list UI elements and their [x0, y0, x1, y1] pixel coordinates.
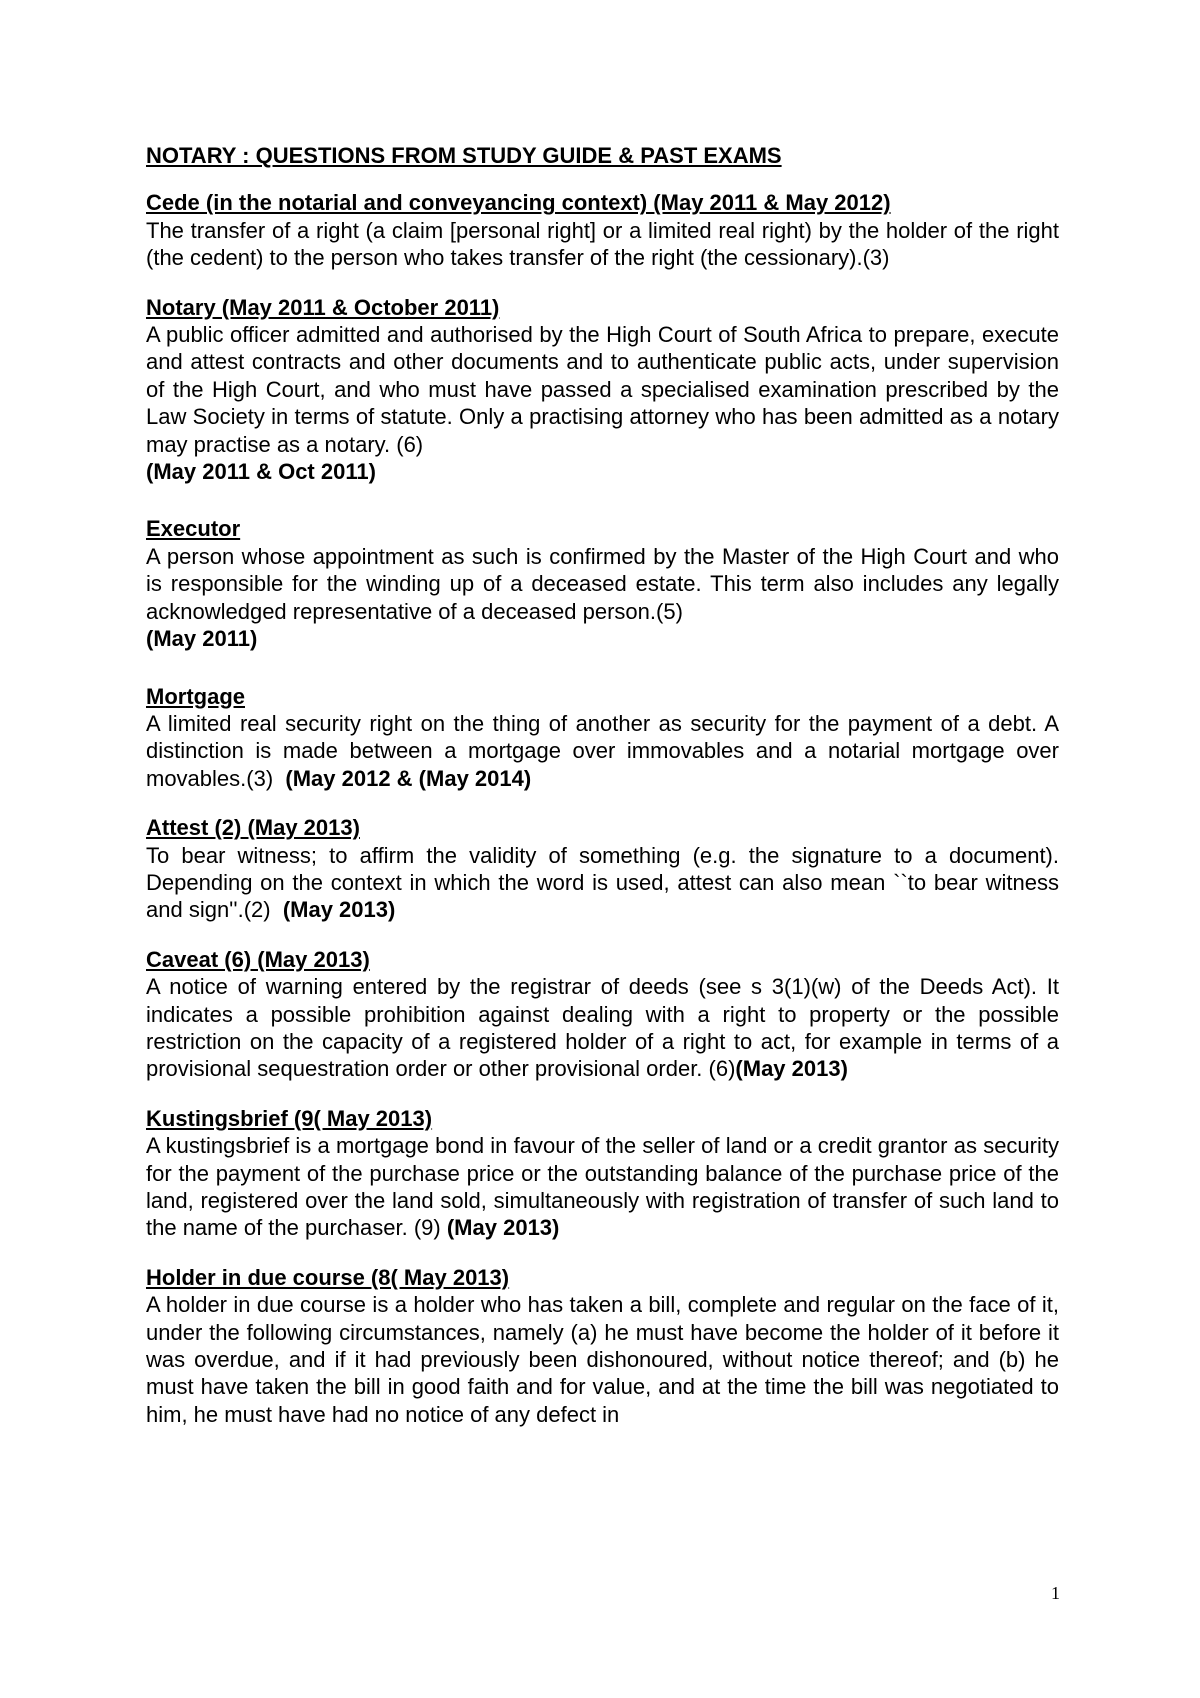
definition-text: A public officer admitted and authorised by the High Court of South Africa to prepare, execute and attest contracts and other documents and to authenticate public acts, under supervision of the High Court, and who must have passed a specialised examination prescribed by the Law Society in terms of statute. Only a practising attorney who has been admitted as a notary may practise as a notary. (6)	[146, 322, 1059, 457]
definition-text: To bear witness; to affirm the validity of something (e.g. the signature to a document). Depending on the context in which the word is used, attest can also mean ``to bear witness and sign''.(2)	[146, 842, 1059, 923]
entry-definition	[146, 842, 1059, 924]
entry-definition	[146, 217, 1059, 272]
entry-definition	[146, 543, 1059, 625]
entry-mortgage	[146, 683, 1059, 793]
entry-attest	[146, 814, 1059, 924]
entry-definition	[146, 973, 1059, 1083]
entry-cede	[146, 189, 1059, 271]
entry-notary	[146, 294, 1059, 486]
definition-text: A limited real security right on the thing of another as security for the payment of a debt. A distinction is made between a mortgage over immovables and a notarial mortgage over movables.(3)	[146, 710, 1059, 791]
document-page	[146, 142, 1059, 1450]
entry-kustingsbrief	[146, 1105, 1059, 1242]
entry-holder-in-due-course	[146, 1264, 1059, 1428]
exam-reference: (May 2013)	[282, 897, 396, 923]
definition-text: A notice of warning entered by the registrar of deeds (see s 3(1)(w) of the Deeds Act). It indicates a possible prohibition against dealing with a right to property or the possible restriction on the capacity of a registered holder of a right to act, for example in terms of a provisional sequestration order or other provisional order. (6)	[146, 974, 1059, 1082]
exam-reference: (May 2011)	[146, 626, 258, 652]
entry-heading: Mortgage	[146, 683, 245, 709]
entry-heading: Notary (May 2011 & October 2011)	[146, 294, 500, 320]
exam-reference: (May 2013)	[735, 1056, 848, 1082]
entry-heading: Cede (in the notarial and conveyancing context) (May 2011 & May 2012)	[146, 190, 891, 216]
entry-heading: Kustingsbrief (9( May 2013)	[146, 1105, 433, 1131]
entry-caveat	[146, 946, 1059, 1083]
document-title: NOTARY : QUESTIONS FROM STUDY GUIDE & PAST EXAMS	[146, 143, 782, 168]
entry-definition	[146, 1132, 1059, 1242]
definition-text: A kustingsbrief is a mortgage bond in favour of the seller of land or a credit grantor as security for the payment of the purchase price or the outstanding balance of the purchase price of the land, registered over the land sold, simultaneously with registration of transfer of such land to the name of the purchaser. (9)	[146, 1133, 1059, 1241]
entry-definition	[146, 321, 1059, 458]
entry-executor	[146, 515, 1059, 652]
entry-definition	[146, 710, 1059, 792]
page-number: 1	[1051, 1583, 1060, 1603]
definition-text: A person whose appointment as such is confirmed by the Master of the High Court and who is responsible for the winding up of a deceased estate. This term also includes any legally acknowledged representative of a deceased person.(5)	[146, 543, 1059, 624]
entry-heading: Executor	[146, 516, 241, 542]
entry-heading: Holder in due course (8( May 2013)	[146, 1264, 510, 1290]
definition-text: A holder in due course is a holder who has taken a bill, complete and regular on the face of it, under the following circumstances, namely (a) he must have become the holder of it before it was overdue, and if it had previously been dishonoured, without notice thereof; and (b) he must have taken the bill in good faith and for value, and at the time the bill was negotiated to him, he must have had no notice of any defect in	[146, 1292, 1059, 1427]
entry-definition	[146, 1291, 1059, 1428]
exam-reference: (May 2013)	[446, 1215, 560, 1241]
definition-text: The transfer of a right (a claim [personal right] or a limited real right) by the holder of the right (the cedent) to the person who takes transfer of the right (the cessionary).(3)	[146, 217, 1059, 271]
entry-heading: Attest (2) (May 2013)	[146, 815, 360, 841]
exam-reference: (May 2011 & Oct 2011)	[146, 459, 376, 485]
exam-reference: (May 2012 & (May 2014)	[285, 765, 532, 791]
entry-heading: Caveat (6) (May 2013)	[146, 946, 370, 972]
